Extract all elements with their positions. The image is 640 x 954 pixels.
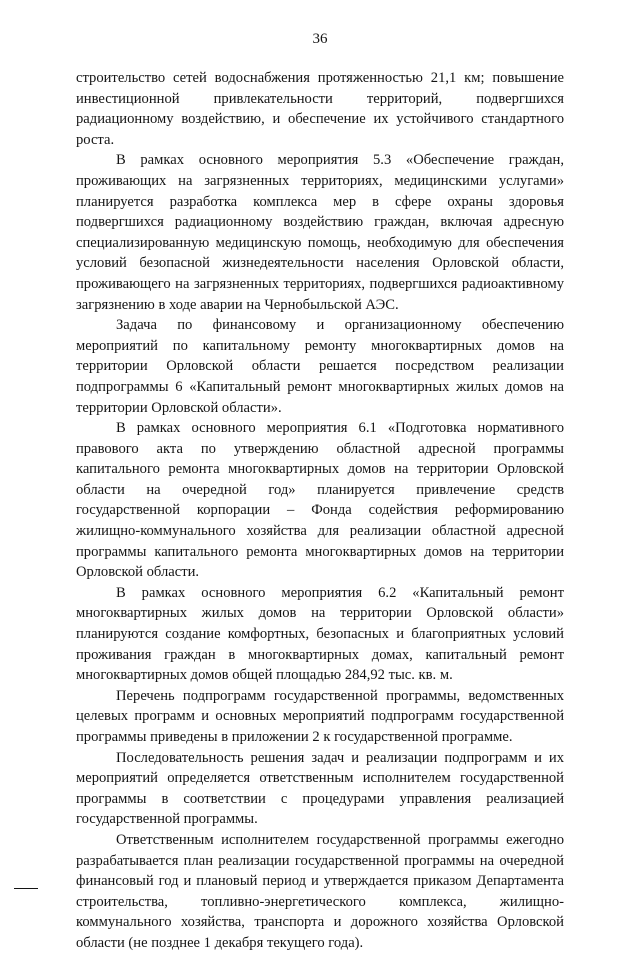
document-body [76, 68, 564, 954]
paragraph-measure-5-3: В рамках основного мероприятия 5.3 «Обеспечение граждан, проживающих на загрязненных территориях, медицинскими услугами» планируется разработка комплекса мер в сфере охраны здоровья подвергшихся радиационному воздействию граждан, включая адресную специализированную медицинскую помощь, необходимую для обеспечения условий безопасной жизнедеятельности населения Орловской области, проживающего на загрязненных территориях, подвергшихся радиоактивному загрязнению в ходе аварии на Чернобыльской АЭС. [76, 152, 564, 313]
page-number: 36 [312, 31, 328, 47]
paragraph-measure-6-2: В рамках основного мероприятия 6.2 «Капитальный ремонт многоквартирных жилых домов на территории Орловской области» планируются создание комфортных, безопасных и благоприятных условий проживания граждан в многоквартирных домах, капитальный ремонт многоквартирных домов общей площадью 284,92 тыс. кв. м. [76, 584, 564, 684]
paragraph-water-supply-construction: строительство сетей водоснабжения протяженностью 21,1 км; повышение инвестиционной привлекательности территорий, подвергшихся радиационному воздействию, и обеспечение их устойчивого стандартного роста. [76, 70, 564, 148]
paragraph-annual-plan: Ответственным исполнителем государственной программы ежегодно разрабатывается план реализации государственной программы на очередной финансовый год и плановый период и утверждается приказом Департамента строительства, топливно-энергетического комплекса, жилищно-коммунального хозяйства, транспорта и дорожного хозяйства Орловской области (не позднее 1 декабря текущего года). [76, 831, 564, 951]
paragraph-capital-repair-task: Задача по финансовому и организационному обеспечению мероприятий по капитальному ремонту многоквартирных домов на территории Орловской области решается посредством реализации подпрограммы 6 «Капитальный ремонт многоквартирных жилых домов на территории Орловской области». [76, 317, 564, 416]
footer-divider [14, 888, 38, 889]
paragraph-measure-6-1: В рамках основного мероприятия 6.1 «Подготовка нормативного правового акта по утверждению областной адресной программы капитального ремонта многоквартирных домов на территории Орловской области на очередной год» планируется привлечение средств государственной корпорации – Фонда содействия реформированию жилищно-коммунального хозяйства для реализации областной адресной программы капитального ремонта многоквартирных домов на территории Орловской области. [76, 420, 564, 581]
paragraph-subprogram-list: Перечень подпрограмм государственной программы, ведомственных целевых программ и основных мероприятий подпрограмм государственной программы приведены в приложении 2 к государственной программе. [76, 687, 564, 745]
paragraph-implementation-sequence: Последовательность решения задач и реализации подпрограмм и их мероприятий определяется ответственным исполнителем государственной программы в соответствии с процедурами управления реализацией государственной программы. [76, 749, 564, 828]
